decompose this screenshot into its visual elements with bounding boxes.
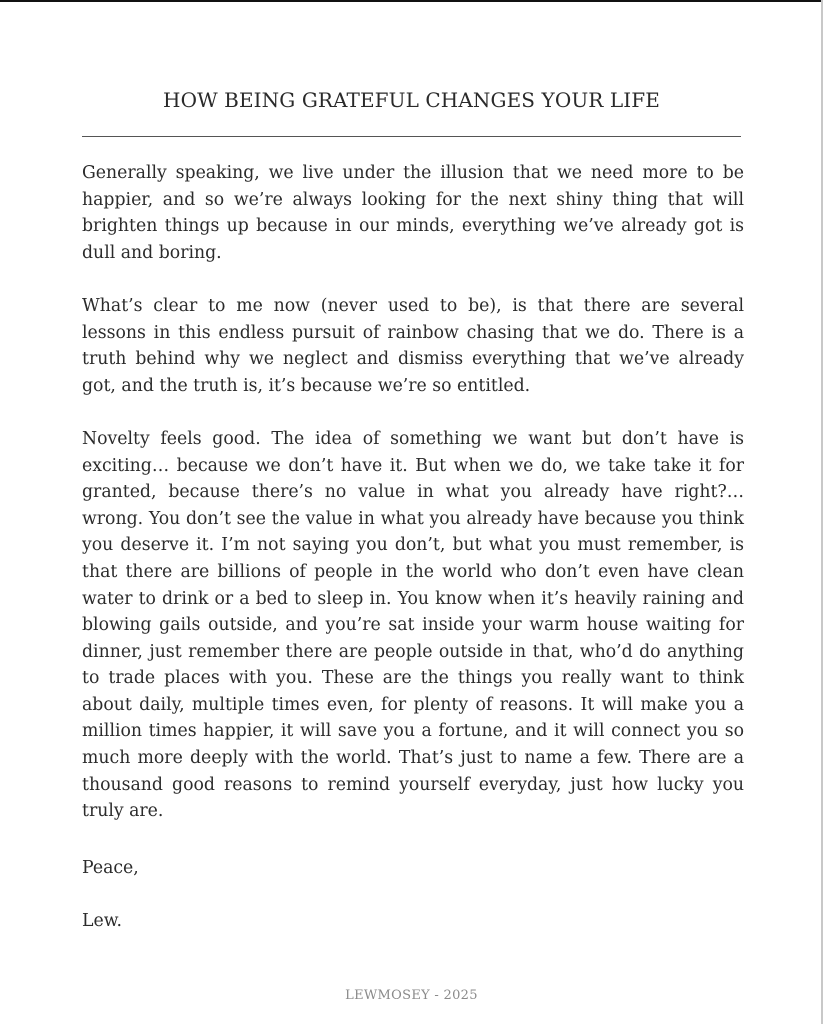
page-title: HOW BEING GRATEFUL CHANGES YOUR LIFE xyxy=(163,88,660,112)
signature-text: Lew. xyxy=(82,911,122,931)
top-border xyxy=(0,0,823,2)
paragraph-1: Generally speaking, we live under the illusion that we need more to be happier, and so we’re always looking for the next shiny thing that will brighten things up because in our minds, everything we’ve already got is dull and boring. xyxy=(82,163,744,263)
paragraph-2: What’s clear to me now (never used to be), is that there are several lessons in this endless pursuit of rainbow chasing that we do. There is a truth behind why we neglect and dismiss everything that we’ve already got, and the truth is, it’s because we’re so entitled. xyxy=(82,295,744,396)
footer-credit: LEWMOSEY - 2025 xyxy=(345,988,478,1003)
paragraph-3: Novelty feels good. The idea of something we want but don’t have is exciting… because we don’t have it. But when we do, we take take it for granted, because there’s no value in what you already have right?… wrong. You don’t see the value in what you already have because you think you deserve it. I’m not saying you don’t, but what you must remember, is that there are billions of people in the world who don’t even have clean water to drink or a bed to sleep in. You know when it’s heavily raining and blowing gails outside, and you’re sat inside your warm house waiting for dinner, just remember there are people outside in that, who’d do anything to trade places with you. These are the things you really want to think about daily, multiple times even, for plenty of reasons. It will make you a million times happier, it will save you a fortune, and it will connect you so much more deeply with the world. That’s just to name a few. There are a thousand good reasons to remind yourself everyday, just how lucky you truly are. xyxy=(82,428,744,822)
title-divider xyxy=(82,136,741,137)
closing-text: Peace, xyxy=(82,858,139,878)
article-body xyxy=(82,160,744,851)
